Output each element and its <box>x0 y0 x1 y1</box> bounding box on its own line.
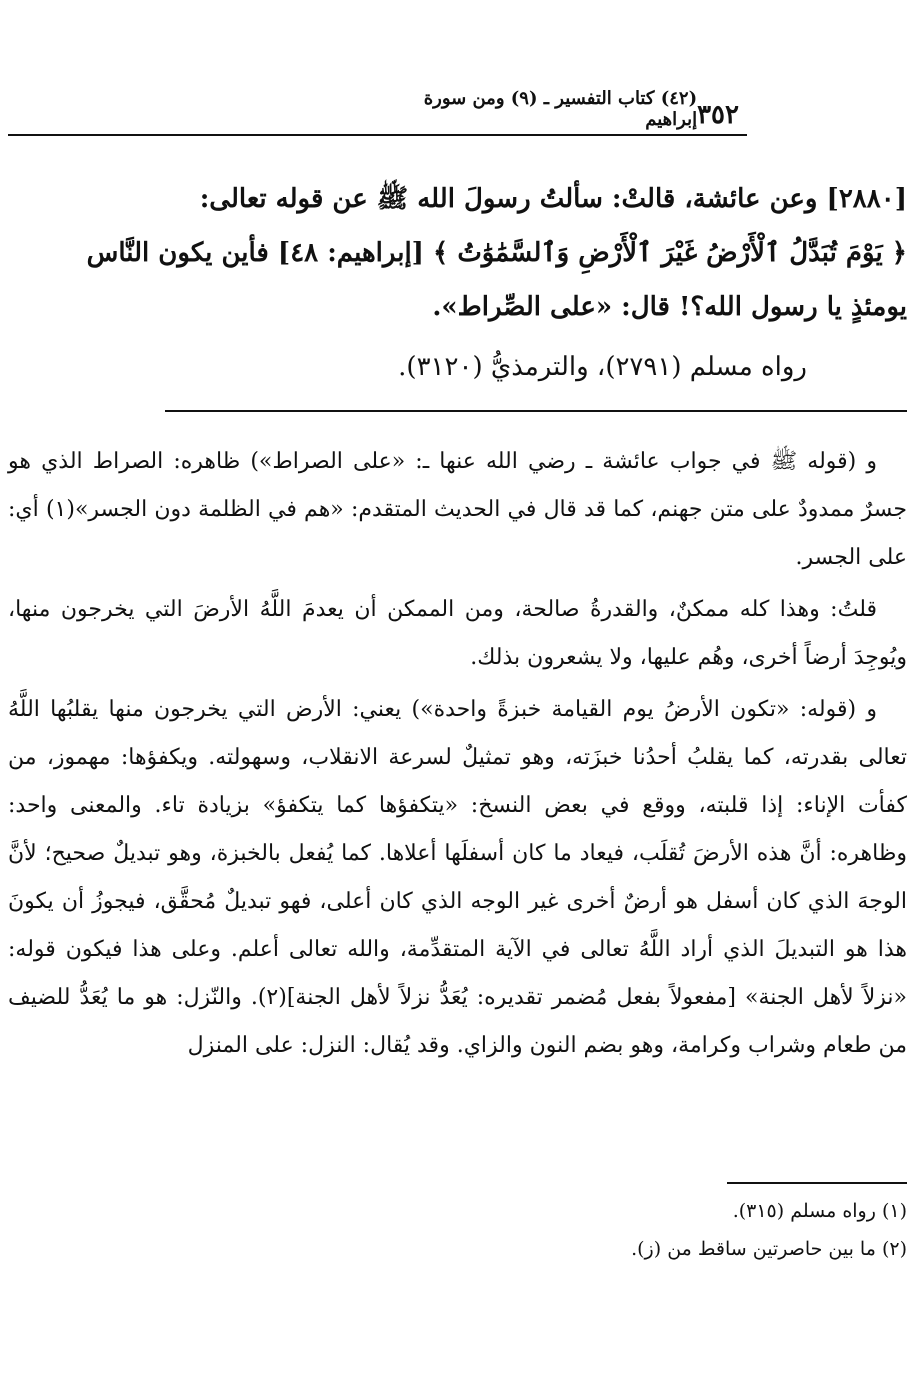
running-title: (٤٢) كتاب التفسير ـ (٩) ومن سورة إبراهيم <box>423 88 698 130</box>
commentary-paragraph-3: و (قوله: «تكون الأرضُ يوم القيامة خبزةً واحدة») يعني: الأرض التي يخرجون منها يقلبُها اللَّهُ تعالى بقدرته، كما يقلبُ أحدُنا خبزَته، وهو تمثيلٌ لسرعة الانقلاب، وسهولته. ويكفؤها: مهموز، من كفأت الإناء: إذا قلبته، ووقع في بعض النسخ: «يتكفؤها كما يتكفؤ» بزيادة تاء. والمعنى واحد: وظاهره: أنَّ هذه الأرضَ تُقلَب، فيعاد ما كان أسفلَها أعلاها. كما يُفعل بالخبزة، وهو تبديلٌ صحيح؛ لأنَّ الوجهَ الذي كان أسفل هو أرضٌ أخرى غير الوجه الذي كان أعلى، فهو تبديلٌ مُحقَّق، فيجوزُ أن يكونَ هذا هو التبديلَ الذي أراد اللَّهُ تعالى في الآية المتقدِّمة، والله تعالى أعلم. وعلى هذا فيكون قوله: «نزلاً لأهل الجنة» [مفعولاً بفعل مُضمر تقديره: يُعَدُّ نزلاً لأهل الجنة](٢). والنّزل: هو ما يُعَدُّ للضيف من طعام وشراب وكرامة، وهو بضم النون والزاي. وقد يُقال: النزل: على المنزل <box>8 697 907 1058</box>
hadith-line-2: ﴿ يَوْمَ تُبَدَّلُ ٱلْأَرْضُ غَيْرَ ٱلْأَرْضِ وَٱلسَّمَٰوَٰتُ ﴾ [إبراهيم: ٤٨] فأين يكون النَّاس <box>86 238 907 268</box>
footnote-divider <box>727 1182 907 1184</box>
hadith-text <box>8 172 907 394</box>
page-number: ٣٥٢ <box>697 100 739 130</box>
hadith-source: رواه مسلم (٢٧٩١)، والترمذيُّ (٣١٢٠). <box>398 352 807 382</box>
commentary-paragraph-2: قلتُ: وهذا كله ممكنٌ، والقدرةُ صالحة، ومن الممكن أن يعدمَ اللَّهُ الأرضَ التي يخرجون منها، ويُوجِدَ أرضاً أخرى، وهُم عليها، ولا يشعرون بذلك. <box>8 597 907 670</box>
commentary <box>8 438 907 1070</box>
commentary-paragraph-1: و (قوله ﷺ في جواب عائشة ـ رضي الله عنها ـ: «على الصراط») ظاهره: الصراط الذي هو جسرٌ ممدودٌ على متن جهنم، كما قد قال في الحديث المتقدم: «هم في الظلمة دون الجسر»(١) أي: على الجسر. <box>8 449 907 570</box>
footnotes <box>300 1192 907 1268</box>
hadith-line-1: [٢٨٨٠] وعن عائشة، قالتْ: سألتُ رسولَ الله ﷺ عن قوله تعالى: <box>199 184 907 214</box>
hadith-line-3: يومئذٍ يا رسول الله؟! قال: «على الصِّراط». <box>432 292 907 322</box>
footnote-2: (٢) ما بين حاصرتين ساقط من (ز). <box>631 1238 907 1260</box>
footnote-1: (١) رواه مسلم (٣١٥). <box>732 1200 907 1222</box>
section-divider <box>165 410 907 412</box>
page-header <box>8 88 747 136</box>
